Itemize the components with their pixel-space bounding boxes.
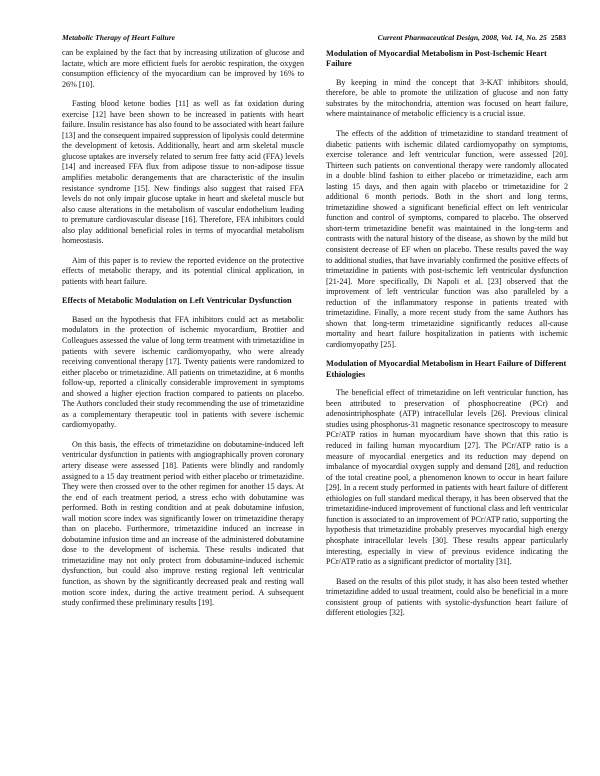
paragraph: Based on the hypothesis that FFA inhibitors could act as metabolic modulators in the protection of ischemic myocardium, Brottier and Colleagues assessed the value of long term treatment with trimetazidine in patients with severe ischemic cardiomyopathy, who were already receiving conventional therapy [17]. Twenty patients were randomized to either placebo or trimetazidine. All patients on trimetazidine, at 6 months follow-up, reported a clinically considerable improvement in symptoms and showed a higher ejection fraction compared to patients on placebo. The Authors concluded their study recommending the use of trimetazidine as a complementary therapeutic tool in patients with severe ischemic cardiomyopathy. <box>62 314 304 430</box>
running-header <box>0 0 600 46</box>
section-heading: Effects of Metabolic Modulation on Left Ventricular Dysfunction <box>62 296 292 306</box>
journal-citation <box>378 33 566 42</box>
paragraph: Fasting blood ketone bodies [11] as well as fat oxidation during exercise [12] have been shown to be increased in patients with heart failure. Insulin resistance has also found to be associated with heart failure [13] and the consequent impaired suppression of lipolysis could determine the development of ketosis. Additionally, heart and arm skeletal muscle glucose uptakes are inversely related to serum free fatty acid (FFA) levels [14] and increased FFA flux from adipose tissue to non-adipose tissue amplifies metabolic derangements that are characteristic of the insulin resistance syndrome [15]. New findings also suggest that raised FFA levels do not only impair glucose uptake in heart and skeletal muscle but also cause alterations in the metabolism of vascular endothelium leading to premature cardiovascular disease [16]. Therefore, FFA inhibitors could also play additional beneficial roles in terms of myocardial metabolism homeostasis. <box>62 99 304 246</box>
paragraph: On this basis, the effects of trimetazidine on dobutamine-induced left ventricular dysfunction in patients with angiographically proven coronary artery disease were assessed [18]. Patients were blindly and randomly assigned to a 15 day treatment period with either placebo or trimetazidine. They were then crossed over to the other regimen for another 15 days. At the end of each treatment period, a stress echo with dobutamine was performed. Both in resting condition and at peak dobutamine infusion, wall motion score index was significantly lower on trimetazidine therapy than on placebo. Furthermore, trimetazidine induced an increase in dobutamine infusion time and an increase of the administered dobutamine dose to the development of ischemia. These results indicated that trimetazidine may not only protect from dobutamine-induced ischemic dysfunction, but could also improve resting regional left ventricular function, as shown by the significantly decreased peak and resting wall motion score index, during the active treatment period. A subsequent study confirmed these preliminary results [19]. <box>62 439 304 608</box>
paragraph: can be explained by the fact that by increasing utilization of glucose and lactate, which are more efficient fuels for aerobic respiration, the oxygen consumption efficiency of the myocardium can be improved by 16% to 26% [10]. <box>62 48 304 89</box>
left-column <box>62 48 304 618</box>
paragraph: Based on the results of this pilot study, it has also been tested whether trimetazidine added to usual treatment, could also be beneficial in a more consistent group of patients with systolic-dysfunction heart failure of different etiologies [32]. <box>326 576 568 618</box>
paragraph: The effects of the addition of trimetazidine to standard treatment of diabetic patients with ischemic dilated cardiomyopathy on symptoms, exercise tolerance and left ventricular function, were assessed [20]. Thirteen such patients on conventional therapy were randomly allocated in a double blind fashion to either placebo or trimetazidine, each arm lasting 15 days, and then again with placebo or trimetazidine for 2 additional 6 month periods. Both in the short and long terms, trimetazidine showed a significant beneficial effect on left ventricular function and control of symptoms, compared to placebo. The observed short-term trimetazidine benefit was maintained in the long-term and contrasts with the natural history of the disease, as shown by the mild but consistent decrease of EF when on placebo. These results paved the way to additional studies, that have invariably confirmed the positive effects of trimetazidine in patients with post-ischemic left ventricular dysfunction [21-24]. More specifically, Di Napoli et al. [23] observed that the improvement of left ventricular function was also paralleled by a reduction of the inflammatory response in patients treated with trimetazidine. Finally, a more recent study from the same Authors has shown that long-term trimetazidine significantly reduces all-cause mortality and heart failure hospitalization in patients with ischemic cardiomyopathy [25]. <box>326 129 568 349</box>
right-column <box>326 48 568 628</box>
section-heading: Modulation of Myocardial Metabolism in Post-Ischemic Heart Failure <box>326 49 547 69</box>
page-number: 2583 <box>550 33 566 42</box>
paragraph: Aim of this paper is to review the reported evidence on the protective effects of metabolic therapy, and its potential clinical application, in patients with heart failure. <box>62 255 304 286</box>
journal-info: Current Pharmaceutical Design, 2008, Vol. 14, No. 25 <box>377 33 547 42</box>
paragraph: By keeping in mind the concept that 3-KAT inhibitors should, therefore, be able to promote the utilization of glucose and non fatty substrates by the mitochondria, attention was focused on heart failure, where maintainance of metabolic efficiency is a crucial issue. <box>326 77 568 119</box>
section-heading: Modulation of Myocardial Metabolism in Heart Failure of Different Ethiologies <box>326 359 567 379</box>
paragraph: The beneficial effect of trimetazidine on left ventricular function, has been attributed to preservation of phosphocreatine (PCr) and adenosintriphosphate (ATP) intracellular levels [26]. Previous clinical studies using phosphorus-31 magnetic resonance spectroscopy to measure PCr/ATP ratios in human myocardium have shown that this ratio is reduced in failing human myocardium [27]. The PCr/ATP ratio is a measure of myocardial energetics and its reduction may depend on imbalance of myocardial oxygen supply and demand [28], and reduction of the total creatine pool, a phenomenon known to occur in heart failure [29]. In a recent study performed in patients with heart failure of different ethiologies on full standard medical therapy, it has been observed that the trimetazidine-induced improvement of functional class and left ventricular function is associated to an improvement of PCr/ATP ratio, supporting the hypothesis that trimetazidine probably preserves myocardial high energy phosphate intracellular levels [30]. These results appear particularly interesting, especially in view of previous evidence indicating the PCr/ATP ratio as a significant predictor of mortality [31]. <box>326 388 568 567</box>
running-title: Metabolic Therapy of Heart Failure <box>62 33 176 42</box>
